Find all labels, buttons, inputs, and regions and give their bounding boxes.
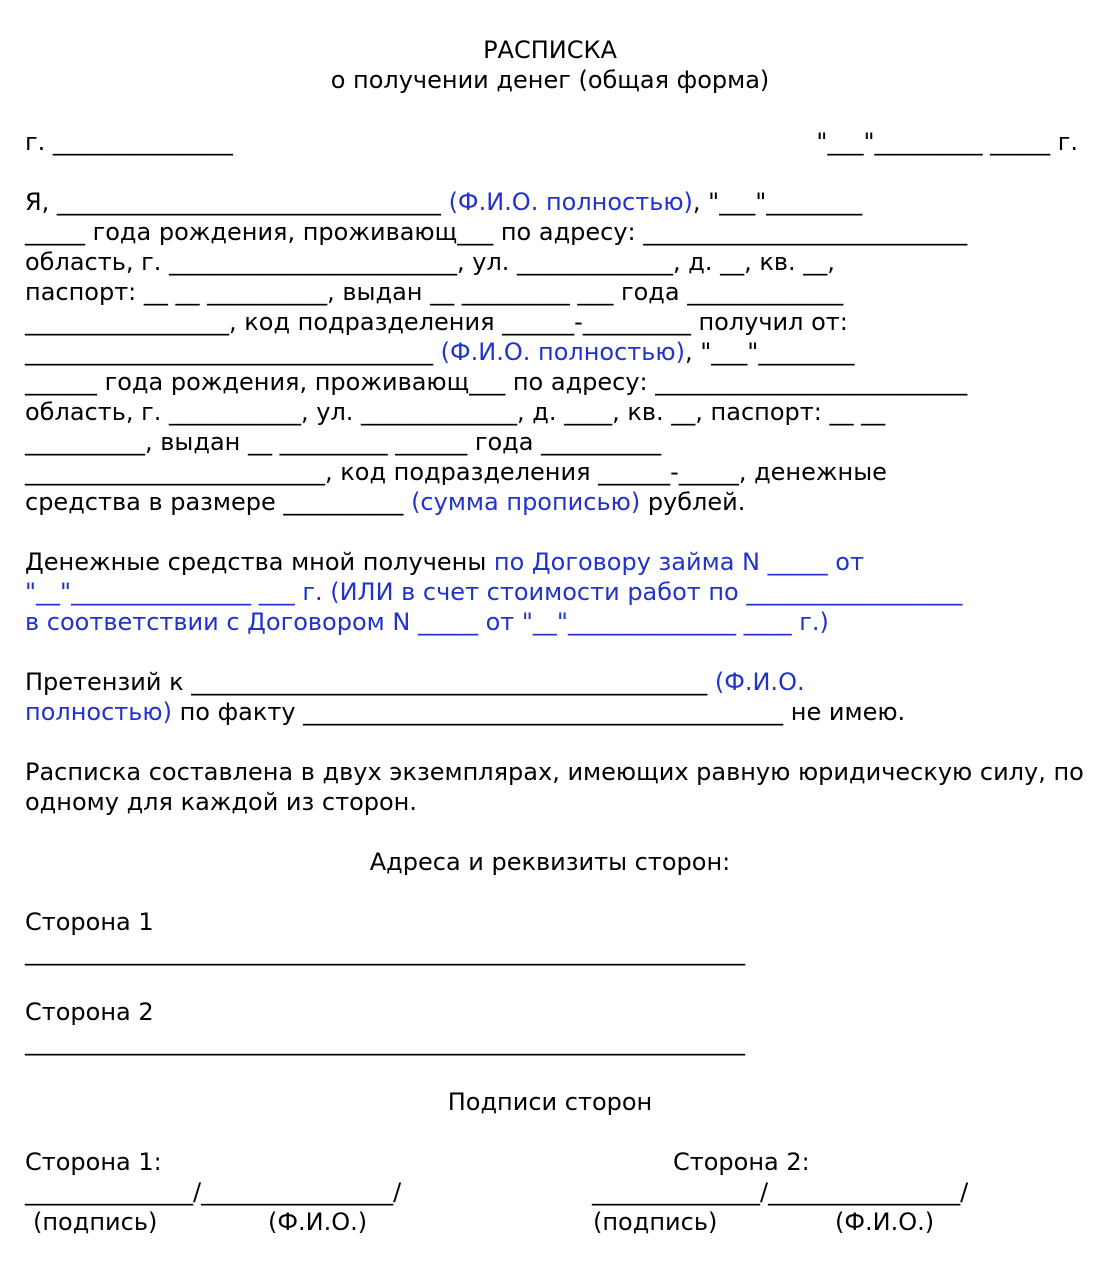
text-segment: __________, выдан __ _________ ______ года __________ [25,428,662,456]
para-line [25,457,887,487]
date-line: "___"_________ _____ г. [816,128,1078,156]
text-segment: область, г. ___________, ул. _____________, д. ____, кв. __, паспорт: __ __ [25,398,886,426]
text-segment: по факту ________________________________________ не имею. [171,698,906,726]
text-segment: __________________________________ [25,338,441,366]
para-line [25,277,843,307]
para-line [25,787,417,817]
sign1-caption-signature: (подпись) [33,1208,158,1236]
text-segment: Претензий к ___________________________________________ [25,668,715,696]
highlighted-text: в соответствии с Договором N _____ от "__"______________ ____ г.) [25,608,829,636]
highlighted-text: (Ф.И.О. [714,668,805,696]
text-segment: , "___"________ [685,338,855,366]
text-segment: _____ года рождения, проживающ___ по адресу: ___________________________ [25,218,968,246]
highlighted-text: "__"_______________ ___ г. (ИЛИ в счет стоимости работ по __________________ [25,578,963,606]
sign2-caption-name: (Ф.И.О.) [835,1208,935,1236]
sign2-line: ______________/________________/ [592,1178,969,1206]
signatures-heading: Подписи сторон [447,1088,653,1116]
text-segment: средства в размере __________ [25,488,412,516]
text-segment: , "___"________ [692,188,863,216]
para-line [25,757,1084,787]
para-line [25,697,905,727]
addresses-heading: Адреса и реквизиты сторон: [369,848,731,876]
para-line [25,607,829,637]
highlighted-text: полностью) [25,698,172,726]
para-line [25,487,745,517]
highlighted-text: по Договору займа N _____ от [493,548,864,576]
para-line [25,337,854,367]
para-line [25,547,864,577]
text-segment: Расписка составлена в двух экземплярах, имеющих равную юридическую силу, по [25,758,1084,786]
highlighted-text: (Ф.И.О. полностью) [448,188,693,216]
text-segment: _________________________, код подразделения ______-_____, денежные [25,458,887,486]
para-line [25,577,962,607]
party2-details-line: ____________________________________________________________ [25,1028,745,1056]
text-segment: рублей. [640,488,746,516]
text-segment: ______ года рождения, проживающ___ по адресу: __________________________ [25,368,968,396]
city-line: г. _______________ [25,128,233,156]
text-segment: Я, ________________________________ [25,188,449,216]
para-line [25,367,967,397]
party1-details-line: ____________________________________________________________ [25,938,745,966]
party2-label: Сторона 2 [25,998,154,1026]
para-line [25,217,967,247]
doc-title: РАСПИСКА [483,36,617,64]
highlighted-text: (Ф.И.О. полностью) [440,338,685,366]
text-segment: паспорт: __ __ __________, выдан __ _________ ___ года _____________ [25,278,844,306]
text-segment: область, г. ________________________, ул. _____________, д. __, кв. __, [25,248,835,276]
text-segment: _________________, код подразделения ______-_________ получил от: [25,308,848,336]
highlighted-text: (сумма прописью) [411,488,641,516]
para-line [25,667,805,697]
para-line [25,247,835,277]
party1-label: Сторона 1 [25,908,154,936]
sign2-label: Сторона 2: [673,1148,810,1176]
sign1-label: Сторона 1: [25,1148,162,1176]
para-line [25,187,862,217]
para-line [25,397,885,427]
sign1-caption-name: (Ф.И.О.) [268,1208,368,1236]
para-line [25,427,661,457]
sign1-line: ______________/________________/ [25,1178,402,1206]
text-segment: одному для каждой из сторон. [25,788,418,816]
text-segment: Денежные средства мной получены [25,548,494,576]
para-line [25,307,848,337]
sign2-caption-signature: (подпись) [593,1208,718,1236]
doc-subtitle: о получении денег (общая форма) [330,66,770,94]
